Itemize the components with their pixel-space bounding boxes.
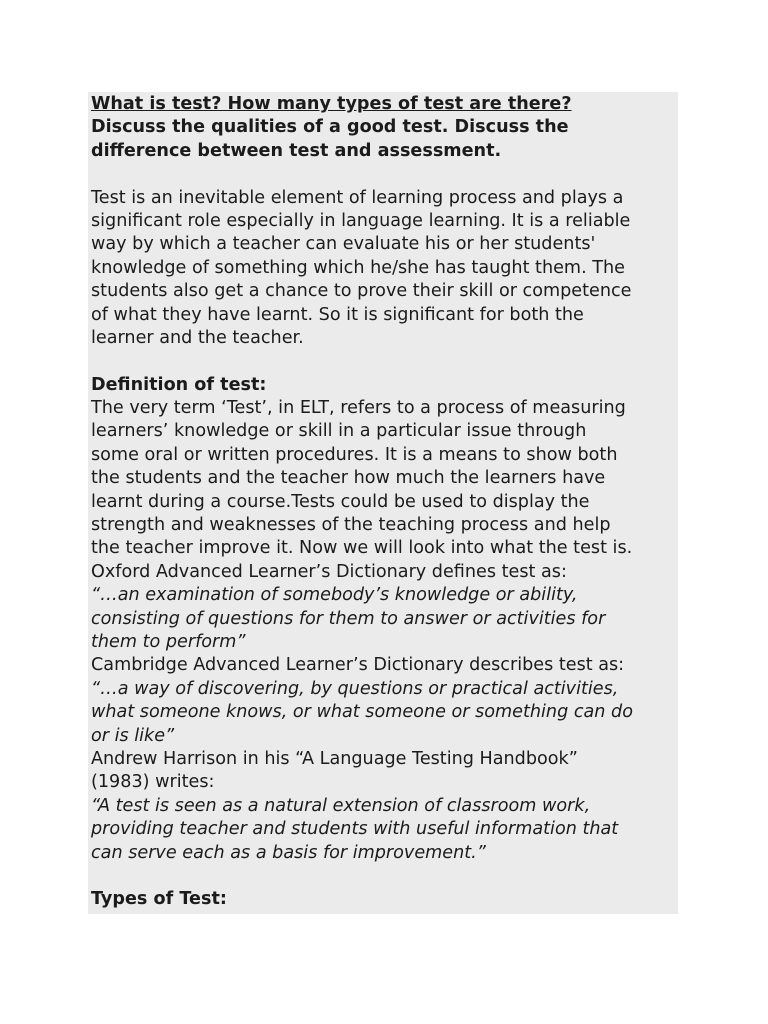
cambridge-quote-line: or is like” <box>91 725 175 746</box>
intro-line: way by which a teacher can evaluate his or her students' <box>91 234 596 255</box>
definition-line: some oral or written procedures. It is a means to show both <box>91 444 618 465</box>
oxford-quote-line: “…an examination of somebody’s knowledge or ability, <box>91 585 578 606</box>
harrison-quote-line: “A test is seen as a natural extension of classroom work, <box>91 795 591 816</box>
oxford-intro: Oxford Advanced Learner’s Dictionary defines test as: <box>91 561 567 582</box>
definition-line: the teacher improve it. Now we will look into what the test is. <box>91 538 633 559</box>
oxford-quote-line: them to perform” <box>91 631 246 652</box>
intro-line: of what they have learnt. So it is significant for both the <box>91 304 584 325</box>
question-title-line-2: Discuss the qualities of a good test. Discuss the <box>91 117 569 138</box>
definition-heading: Definition of test: <box>91 374 267 395</box>
definition-line: the students and the teacher how much the learners have <box>91 468 606 489</box>
definition-line: The very term ‘Test’, in ELT, refers to a process of measuring <box>91 398 626 419</box>
harrison-intro-line: (1983) writes: <box>91 772 215 793</box>
oxford-quote-line: consisting of questions for them to answer or activities for <box>91 608 606 629</box>
intro-line: significant role especially in language learning. It is a reliable <box>91 210 631 231</box>
harrison-quote-line: providing teacher and students with useful information that <box>91 819 619 840</box>
cambridge-quote-line: “…a way of discovering, by questions or practical activities, <box>91 678 619 699</box>
intro-line: Test is an inevitable element of learning process and plays a <box>91 187 624 208</box>
definition-line: strength and weaknesses of the teaching process and help <box>91 515 611 536</box>
cambridge-quote-line: what someone knows, or what someone or something can do <box>91 702 633 723</box>
paragraph-gap <box>91 350 681 373</box>
harrison-quote-line: can serve each as a basis for improvement.” <box>91 842 486 863</box>
question-title-line-3: difference between test and assessment. <box>91 140 502 161</box>
definition-line: learnt during a course.Tests could be used to display the <box>91 491 590 512</box>
document-text <box>91 93 681 912</box>
definition-line: learners’ knowledge or skill in a particular issue through <box>91 421 587 442</box>
intro-line: knowledge of something which he/she has taught them. The <box>91 257 625 278</box>
cambridge-intro: Cambridge Advanced Learner’s Dictionary describes test as: <box>91 655 625 676</box>
paragraph-gap <box>91 865 681 888</box>
question-title-line-1: What is test? How many types of test are there? <box>91 94 572 114</box>
paragraph-gap <box>91 163 681 186</box>
intro-line: students also get a chance to prove their skill or competence <box>91 281 632 302</box>
types-heading: Types of Test: <box>91 889 227 910</box>
harrison-intro-line: Andrew Harrison in his “A Language Testing Handbook” <box>91 748 578 769</box>
intro-line: learner and the teacher. <box>91 327 304 348</box>
